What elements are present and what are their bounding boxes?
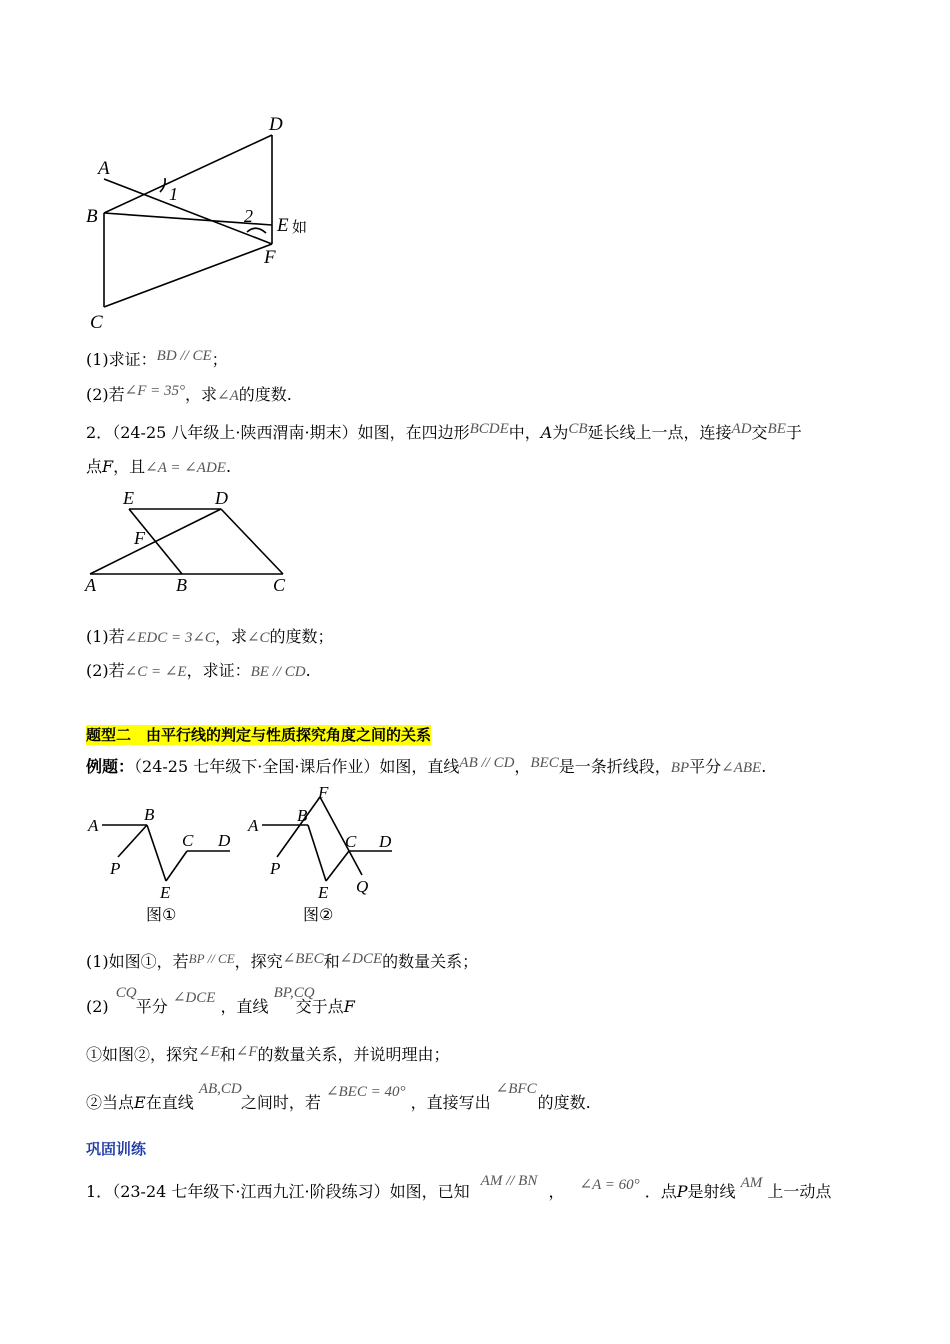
segment-DC	[221, 509, 283, 574]
label-Q: Q	[356, 877, 369, 896]
label-F: F	[318, 783, 329, 802]
example-question-2: (2) CQ 平分 ∠DCE ，直线 BP,CQ 交于点F	[86, 985, 355, 1016]
example-question-1: (1)如图①，若$^{BP // CE}$，探究∠BEC和∠DCE的数量关系；	[86, 951, 479, 971]
label-D: D	[218, 831, 231, 850]
p1-question-2: (2)若∠F = 35°，求∠A的度数.	[86, 383, 292, 404]
label-B: B	[144, 805, 155, 824]
label-C: C	[345, 832, 357, 851]
segment-BE	[308, 825, 326, 881]
angle-2-arc	[247, 228, 266, 233]
segment-BE	[147, 825, 166, 881]
label-A: A	[88, 816, 99, 835]
segment-EC	[166, 851, 187, 881]
practice-problem-1: 1．（23-24 七年级下·江西九江·阶段练习）如图，已知 AM // BN ， ∠A = 60° ．点P是射线 AM 上一动点	[86, 1173, 832, 1201]
label-E: E	[160, 883, 171, 902]
label-C: C	[182, 831, 194, 850]
p2-question-2: (2)若∠C = ∠E，求证：BE // CD.	[86, 661, 311, 680]
label-A: A	[98, 158, 110, 179]
figure-4-caption: 图②	[303, 905, 334, 924]
figure-1	[80, 110, 320, 340]
label-F: F	[264, 247, 276, 268]
example-statement: 例题：（24-25 七年级下·全国·课后作业）如图，直线AB // CD，BEC是一条折线段，BP平分∠ABE.	[86, 755, 767, 776]
label-F: F	[134, 528, 145, 548]
label-D: D	[269, 114, 283, 135]
label-E: E	[277, 215, 289, 236]
label-D: D	[379, 832, 392, 851]
label-C: C	[90, 312, 103, 333]
label-P: P	[110, 859, 121, 878]
p2-line-2: 点F，且∠A = ∠ADE.	[86, 457, 232, 476]
label-A: A	[85, 575, 96, 595]
label-P: P	[270, 859, 281, 878]
p1-question-1: (1)求证：BD // CE；	[86, 348, 228, 369]
label-C: C	[273, 575, 286, 595]
p2-question-1: (1)若∠EDC = 3∠C，求∠C的度数；	[86, 627, 334, 646]
label-two: 2	[244, 206, 253, 226]
consolidate-title: 巩固训练	[86, 1140, 147, 1158]
label-B: B	[297, 806, 308, 825]
figure-4	[240, 780, 410, 905]
label-B: B	[176, 575, 187, 595]
figure-2	[80, 485, 300, 595]
label-one: 1	[169, 184, 178, 204]
label-E: E	[318, 883, 329, 902]
segment-BP	[118, 825, 147, 857]
segment-CF	[104, 244, 272, 307]
fig1-trailing-text: 如	[292, 218, 308, 236]
example-subquestion-1: ①如图②，探究∠E和∠F的数量关系，并说明理由；	[86, 1044, 450, 1064]
label-A: A	[248, 816, 259, 835]
section-2-title: 题型二 由平行线的判定与性质探究角度之间的关系	[86, 726, 432, 744]
label-B: B	[86, 206, 98, 227]
figure-3-caption: 图①	[146, 905, 177, 924]
segment-EC	[326, 851, 349, 881]
p2-line-1: 2．（24-25 八年级上·陕西渭南·期末）如图，在四边形BCDE中，A为CB延长线上一点，连接AD交BE于	[86, 421, 802, 442]
segment-BD	[104, 135, 272, 213]
label-E: E	[123, 488, 134, 508]
label-D: D	[215, 488, 228, 508]
example-subquestion-2: ②当点E在直线 AB,CD 之间时，若 ∠BEC = 40° ，直接写出 ∠BFC 的度数.	[86, 1081, 591, 1112]
